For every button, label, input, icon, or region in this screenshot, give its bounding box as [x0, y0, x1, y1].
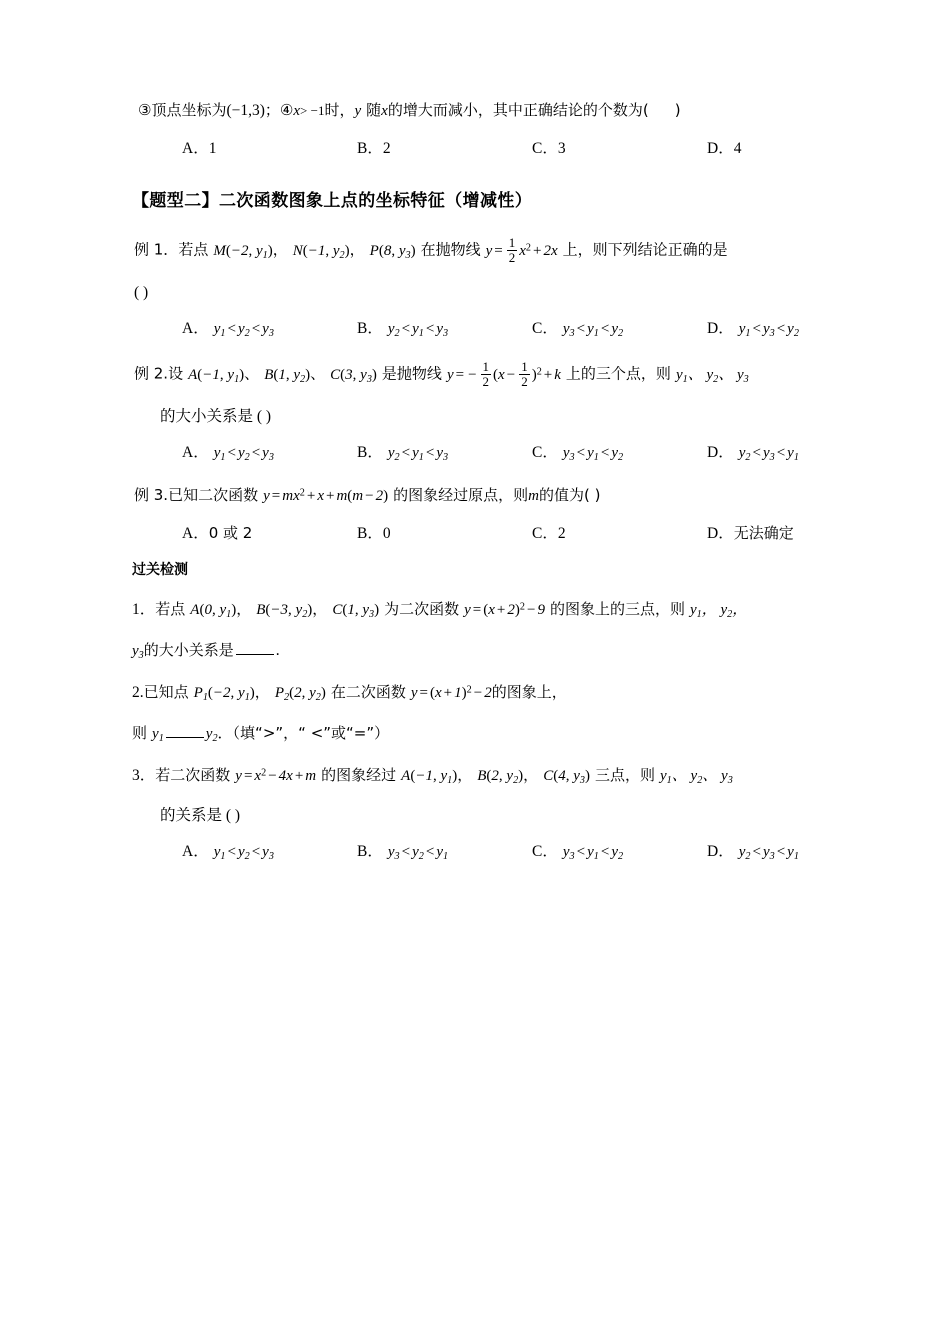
- top-question-time-word: 时，: [324, 101, 355, 119]
- example-2-equation: y = − $\frac{1}{2}$ (x − $\frac{1}{2}$ )$^2$ + k: [446, 358, 561, 389]
- top-question-stem-prefix: ③顶点坐标为: [138, 101, 227, 119]
- practice-2-text-c: 的图象上，: [491, 683, 567, 702]
- practice-question-1: [132, 599, 828, 662]
- option-c-label: C．: [532, 524, 558, 542]
- example-2-stem: [134, 358, 828, 389]
- practice-1-answer-blank[interactable]: [236, 640, 274, 654]
- option-b[interactable]: [357, 839, 532, 862]
- option-b[interactable]: [357, 316, 532, 339]
- practice-2-text-a: 已知点: [143, 683, 189, 702]
- option-d-value: $y_2 < y_3 < y_1$: [738, 843, 799, 862]
- option-a-label: A．: [182, 842, 209, 860]
- option-c-value: $y_3 < y_1 < y_2$: [562, 843, 624, 862]
- practice-1-line2-text: 的大小关系是: [143, 640, 234, 659]
- example-1-text-c: 上，则下列结论正确的是: [562, 240, 728, 259]
- option-d[interactable]: [707, 440, 799, 463]
- example-2-line2: 的大小关系是 ( ): [160, 408, 272, 426]
- practice-2-line2: [132, 723, 828, 746]
- top-question-stem-mid: ；④: [264, 101, 294, 119]
- option-d-value: 4: [733, 139, 742, 157]
- option-b-value: $y_2 < y_1 < y_3$: [387, 321, 449, 339]
- example-2-text-c: 上的三个点，则: [565, 364, 671, 383]
- option-c-label: C．: [532, 320, 558, 338]
- option-b[interactable]: [357, 521, 532, 543]
- top-question-tail-2: 的增大而减小，其中正确结论的个数为(: [387, 101, 649, 119]
- example-1-stem: [134, 234, 828, 265]
- option-d-value: $y_1 < y_3 < y_2$: [738, 321, 799, 339]
- practice-1-text-c: 的图象上的三点，则: [549, 599, 685, 618]
- practice-1-number: 1．: [132, 600, 156, 618]
- top-question-tail-1: 随: [366, 101, 382, 119]
- option-a[interactable]: [182, 316, 357, 339]
- option-c-value: $y_3 < y_1 < y_2$: [562, 445, 624, 464]
- example-3-text-c: 的值为( ): [538, 486, 601, 505]
- option-c[interactable]: [532, 440, 707, 463]
- option-a-value: 0 或 2: [208, 523, 253, 542]
- practice-1-stem: [132, 599, 828, 622]
- option-d-label: D．: [707, 139, 734, 157]
- option-b-label: B．: [357, 139, 383, 157]
- practice-1-text-a: 若点: [155, 599, 186, 618]
- practice-1-vars: $y_1$， $y_2$，: [689, 599, 748, 620]
- example-3: [134, 485, 828, 507]
- example-1-text-a: 若点: [178, 240, 209, 259]
- option-d-label: D．: [707, 444, 734, 462]
- example-1-answer-paren: ( ): [134, 284, 149, 302]
- top-question-options: [138, 136, 828, 158]
- example-3-stem: [134, 485, 828, 507]
- option-b-value: 2: [382, 139, 391, 157]
- practice-3-text-a: 若二次函数: [155, 766, 231, 785]
- example-1: [134, 234, 828, 304]
- example-3-var-m: m: [528, 488, 539, 505]
- example-2-text-a: 设: [168, 364, 184, 383]
- example-3-text-b: 的图象经过原点，则: [393, 486, 529, 505]
- practice-1-equation: $y = (x + 2)^2 - 9$: [464, 601, 545, 618]
- example-2-number: 例 2.: [134, 364, 169, 383]
- practice-1-point-c: C(1, $y_3$): [332, 601, 380, 620]
- option-c-label: C．: [532, 444, 558, 462]
- section-heading: 【题型二】二次函数图象上点的坐标特征（增减性）: [132, 190, 533, 211]
- option-b-value: 0: [382, 524, 391, 542]
- example-1-point-m: M(−2, $y_1$): [213, 242, 273, 261]
- option-b[interactable]: [357, 440, 532, 463]
- practice-2-sep-1: ，: [254, 683, 270, 702]
- option-a[interactable]: [182, 136, 357, 158]
- top-question-var-x2: x: [381, 103, 388, 119]
- option-d-value: $y_2 < y_3 < y_1$: [738, 445, 799, 464]
- option-d[interactable]: [707, 839, 799, 862]
- practice-2-answer-blank[interactable]: [166, 724, 204, 738]
- option-a-value: 1: [208, 139, 217, 157]
- practice-2-y1: $y_1$: [152, 725, 164, 744]
- practice-2-stem: [132, 682, 828, 705]
- option-a-value: $y_1 < y_2 < y_3$: [213, 445, 274, 464]
- option-c[interactable]: [532, 521, 707, 543]
- example-1-text-b: 在抛物线: [420, 240, 481, 259]
- practice-1-point-a: A(0, $y_1$): [190, 601, 237, 620]
- practice-1-text-b: 为二次函数: [384, 599, 460, 618]
- option-c-value: $y_3 < y_1 < y_2$: [562, 321, 624, 339]
- practice-2-line2-tail: ．（填“>”，“ <”或“=”）: [217, 723, 390, 742]
- top-question-inequality: > −1: [300, 103, 325, 118]
- practice-2-point-p2: $P_2(2$, $y_2$): [274, 685, 326, 703]
- practice-2-text-b: 在二次函数: [330, 683, 406, 702]
- option-a-value: $y_1 < y_2 < y_3$: [213, 321, 274, 339]
- example-2-vars: $y_1$、 $y_2$、 $y_3$: [675, 364, 749, 385]
- practice-3-vars: $y_1$、 $y_2$、 $y_3$: [659, 766, 733, 787]
- option-a-label: A．: [182, 139, 209, 157]
- option-a-label: A．: [182, 524, 209, 542]
- option-c[interactable]: [532, 136, 707, 158]
- practice-3-point-a: A(−1, $y_1$): [401, 768, 458, 787]
- option-b-value: $y_2 < y_1 < y_3$: [387, 445, 449, 464]
- option-d-label: D．: [707, 842, 734, 860]
- example-1-number: 例 1．: [134, 240, 179, 259]
- example-3-equation: $y = mx^2 + x + m(m - 2)$: [263, 487, 389, 505]
- practice-3-point-c: C(4, $y_3$): [543, 768, 590, 787]
- example-1-sep-1: ，: [272, 240, 288, 259]
- option-d-label: D．: [707, 320, 734, 338]
- top-question-stem: [138, 100, 828, 122]
- worksheet-content: [132, 100, 828, 862]
- practice-1-point-b: B(−3, $y_2$): [256, 601, 313, 620]
- option-d[interactable]: [707, 136, 741, 158]
- practice-2-y2: $y_2$: [205, 725, 218, 744]
- practice-3-text-c: 三点，则: [594, 766, 655, 785]
- option-a[interactable]: [182, 839, 357, 862]
- example-2-point-c: C(3, $y_3$): [330, 366, 377, 385]
- practice-3-sep-2: ，: [523, 766, 539, 785]
- practice-2-number: 2.: [132, 684, 144, 702]
- option-b-label: B．: [357, 320, 383, 338]
- option-c[interactable]: [532, 316, 707, 339]
- practice-1-line2-var: $y_3$: [132, 642, 144, 661]
- option-b-value: $y_3 < y_2 < y_1$: [387, 843, 449, 862]
- top-question-vertex-point: (−1,3): [226, 102, 265, 119]
- example-1-sep-2: ，: [349, 240, 365, 259]
- practice-3-sep-1: ，: [457, 766, 473, 785]
- example-2-sep-2: 、: [310, 364, 326, 383]
- option-a[interactable]: [182, 440, 357, 463]
- practice-3-options: [138, 839, 828, 862]
- practice-3-equation: $y = x^2 - 4x + m$: [235, 767, 317, 785]
- practice-3-line2: 的关系是 ( ): [160, 806, 241, 824]
- option-c-value: 3: [557, 139, 566, 157]
- option-d-value: 无法确定: [733, 523, 794, 542]
- example-2-options: [138, 440, 828, 463]
- top-question-var-x: x: [293, 103, 301, 119]
- example-1-equation: y = $\frac{1}{2}$ $x^2 + 2x$: [485, 234, 558, 265]
- example-3-number: 例 3.: [134, 486, 169, 505]
- example-3-text-a: 已知二次函数: [168, 486, 259, 505]
- option-a-label: A．: [182, 444, 209, 462]
- option-b-label: B．: [357, 444, 383, 462]
- example-1-point-n: N(−1, $y_2$): [292, 242, 350, 261]
- practice-1-sep-1: ，: [236, 599, 252, 618]
- option-d[interactable]: [707, 316, 799, 339]
- option-b-label: B．: [357, 524, 383, 542]
- practice-3-number: 3．: [132, 767, 156, 785]
- practice-1-line2-tail: .: [275, 641, 280, 659]
- example-1-point-p: P(8, $y_3$): [369, 242, 416, 261]
- option-c-label: C．: [532, 139, 558, 157]
- option-b[interactable]: [357, 136, 532, 158]
- practice-3-stem: [132, 765, 828, 788]
- option-c[interactable]: [532, 839, 707, 862]
- example-2: [134, 358, 828, 428]
- option-b-label: B．: [357, 842, 383, 860]
- option-a-label: A．: [182, 320, 209, 338]
- example-2-point-a: A(−1, $y_1$): [188, 366, 245, 385]
- practice-1-sep-2: ，: [312, 599, 328, 618]
- option-d-label: D．: [707, 524, 734, 542]
- practice-1-line2: [132, 640, 828, 663]
- practice-question-3: [132, 765, 828, 827]
- practice-2-point-p1: $P_1(-2$, $y_1$): [193, 685, 255, 703]
- practice-2-line2-prefix: 则: [132, 723, 148, 742]
- practice-3-text-b: 的图象经过: [321, 766, 397, 785]
- practice-question-2: [132, 682, 828, 745]
- option-d[interactable]: [707, 521, 794, 543]
- example-3-options: [138, 521, 828, 543]
- example-2-point-b: B(1, $y_2$): [264, 366, 311, 385]
- option-c-value: 2: [557, 524, 566, 542]
- option-a-value: $y_1 < y_2 < y_3$: [213, 843, 274, 862]
- practice-heading: 过关检测: [132, 561, 188, 578]
- option-c-label: C．: [532, 842, 558, 860]
- example-1-options: [138, 316, 828, 339]
- top-question: [138, 100, 828, 122]
- example-2-text-b: 是抛物线: [381, 364, 442, 383]
- option-a[interactable]: [182, 521, 357, 543]
- practice-3-point-b: B(2, $y_2$): [477, 768, 524, 787]
- top-question-paren-close: ): [674, 101, 681, 119]
- practice-2-equation: $y = (x + 1)^2 - 2$: [410, 684, 492, 702]
- example-2-sep-1: 、: [244, 364, 260, 383]
- top-question-var-y: y: [354, 103, 362, 119]
